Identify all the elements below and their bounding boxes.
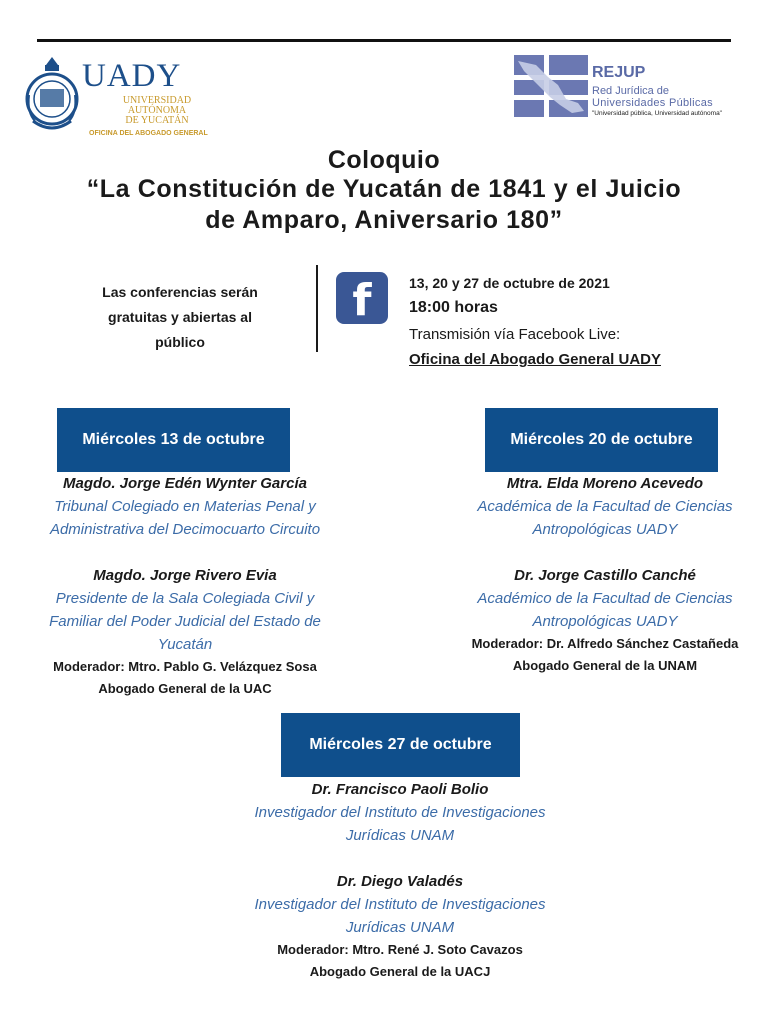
speaker-role: Antropológicas UADY — [532, 521, 678, 538]
moderator-role: Abogado General de la UAC — [98, 681, 272, 696]
speaker-role: Presidente de la Sala Colegiada Civil y — [55, 590, 315, 607]
uady-subtitle-line: UNIVERSIDAD — [122, 95, 192, 106]
moderator-role: Abogado General de la UNAM — [512, 658, 698, 673]
transmission-note: Transmisión vía Facebook Live: — [409, 326, 621, 343]
uady-subtitle-line: DE YUCATÁN — [125, 115, 189, 126]
speaker-name: Mtra. Elda Moreno Acevedo — [506, 475, 704, 492]
session-oct-27 — [230, 778, 570, 983]
vertical-divider — [316, 265, 318, 352]
speaker-role: Familiar del Poder Judicial del Estado de — [49, 613, 321, 630]
event-time: 18:00 horas — [409, 299, 498, 316]
session-header-oct-13: Miércoles 13 de octubre — [57, 408, 290, 472]
uady-name: UADY — [82, 58, 182, 94]
moderator-role: Abogado General de la UACJ — [309, 964, 491, 979]
speaker-role: Académico de la Facultad de Ciencias — [477, 590, 733, 607]
rejup-line2: Universidades Públicas — [592, 97, 713, 109]
rejup-line1: Red Jurídica de — [592, 85, 670, 97]
uady-seal-icon — [25, 55, 79, 137]
title-line3: de Amparo, Aniversario 180” — [205, 206, 563, 234]
uady-subtitle — [107, 96, 207, 126]
title-line1: Coloquio — [327, 146, 441, 174]
facebook-icon[interactable]: f — [336, 272, 388, 324]
page-title — [0, 146, 768, 236]
speaker-role: Administrativa del Decimocuarto Circuito — [49, 521, 321, 538]
speaker-name: Magdo. Jorge Rivero Evia — [93, 567, 277, 584]
free-note-line: público — [155, 334, 205, 350]
uady-logo — [25, 55, 225, 145]
speaker-name: Magdo. Jorge Edén Wynter García — [63, 475, 307, 492]
uady-subtitle-line: AUTÓNOMA — [127, 105, 187, 116]
free-note-line: gratuitas y abiertas al — [108, 309, 252, 325]
speaker-role: Yucatán — [157, 636, 213, 653]
speaker-role: Tribunal Colegiado en Materias Penal y — [54, 498, 316, 515]
event-info — [409, 272, 749, 372]
rejup-logo — [514, 55, 734, 121]
speaker-name: Dr. Jorge Castillo Canché — [514, 567, 696, 584]
speaker-name: Dr. Francisco Paoli Bolio — [311, 781, 489, 798]
mexico-map-icon — [514, 55, 588, 117]
speaker-role: Investigador del Instituto de Investigaciones — [254, 896, 546, 913]
speaker-role: Antropológicas UADY — [532, 613, 678, 630]
speaker-role: Académica de la Facultad de Ciencias — [477, 498, 733, 515]
free-access-note — [80, 280, 280, 355]
speaker-role: Jurídicas UNAM — [345, 827, 455, 844]
rejup-name: REJUP — [592, 64, 646, 81]
rejup-tagline: "Universidad pública, Universidad autónoma" — [592, 110, 722, 117]
facebook-channel-link[interactable]: Oficina del Abogado General UADY — [409, 351, 661, 368]
moderator: Moderador: Dr. Alfredo Sánchez Castañeda — [471, 636, 739, 651]
speaker-name: Dr. Diego Valadés — [336, 873, 464, 890]
speaker-role: Jurídicas UNAM — [345, 919, 455, 936]
top-rule — [37, 39, 731, 42]
session-oct-20 — [450, 472, 760, 677]
session-header-oct-27: Miércoles 27 de octubre — [281, 713, 520, 777]
moderator: Moderador: Mtro. René J. Soto Cavazos — [277, 942, 523, 957]
title-line2: “La Constitución de Yucatán de 1841 y el Juicio — [86, 175, 682, 203]
speaker-role: Investigador del Instituto de Investigaciones — [254, 804, 546, 821]
uady-office: OFICINA DEL ABOGADO GENERAL — [89, 130, 208, 137]
free-note-line: Las conferencias serán — [102, 284, 258, 300]
session-header-oct-20: Miércoles 20 de octubre — [485, 408, 718, 472]
session-oct-13 — [30, 472, 340, 700]
event-dates: 13, 20 y 27 de octubre de 2021 — [409, 275, 610, 291]
moderator: Moderador: Mtro. Pablo G. Velázquez Sosa — [53, 659, 317, 674]
